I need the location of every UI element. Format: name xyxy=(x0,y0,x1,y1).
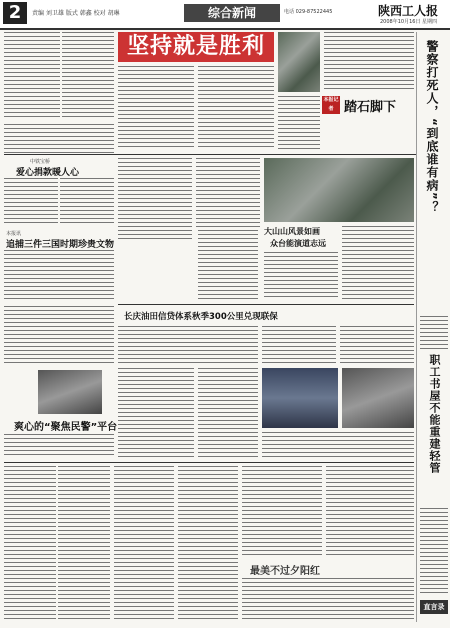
article-text-block xyxy=(62,32,114,120)
article-text-block xyxy=(60,178,114,226)
article-text-block xyxy=(4,124,114,154)
article-text-block xyxy=(4,178,58,226)
article-text-block xyxy=(324,32,414,90)
page-header xyxy=(0,0,450,30)
flood-subheadline: 众台能演道志远 xyxy=(270,239,326,248)
article-text-block xyxy=(420,508,448,596)
section-divider xyxy=(118,304,414,305)
article-text-block xyxy=(198,66,274,150)
article-text-block xyxy=(342,226,414,300)
pursuit-headline: 追捕三件三国时期珍贵文物 xyxy=(6,240,115,250)
bridge-headline: 踏石脚下 xyxy=(344,100,397,115)
article-text-block xyxy=(58,466,110,622)
bottom-headline: 最美不过夕阳红 xyxy=(250,566,320,577)
article-text-block xyxy=(4,306,114,366)
article-text-block xyxy=(4,250,114,302)
pursuit-kicker: 本报讯 xyxy=(6,231,22,237)
news-photo xyxy=(342,368,414,428)
main-headline: 坚持就是胜利 xyxy=(118,32,274,62)
warm-headline: 爱心捐款暖人心 xyxy=(16,168,80,178)
article-text-block xyxy=(198,230,258,300)
right-headline-2: 职工书屋不能重建轻管 xyxy=(428,354,441,474)
article-text-block xyxy=(178,466,238,622)
article-text-block xyxy=(262,432,414,458)
article-text-block xyxy=(262,326,336,364)
article-text-block xyxy=(242,466,322,556)
article-text-block xyxy=(118,158,192,242)
news-photo xyxy=(264,158,414,222)
article-text-block xyxy=(4,434,114,458)
section-title: 综合新闻 xyxy=(184,4,280,22)
issue-date: 2008年10月16日 星期四 xyxy=(380,19,438,25)
column-rule xyxy=(416,32,417,622)
article-text-block xyxy=(242,578,414,622)
flood-headline: 大山山风景如画 xyxy=(264,227,320,236)
article-text-block xyxy=(4,466,56,622)
contact-info: 电话 029-87522445 xyxy=(284,9,333,15)
article-text-block xyxy=(340,326,414,364)
article-text-block xyxy=(118,368,194,458)
article-text-block xyxy=(4,32,60,120)
warm-kicker: 中铁宝桥 xyxy=(30,159,51,165)
article-text-block xyxy=(326,466,414,556)
police-headline: 爽心的“聚焦民警”平台 xyxy=(14,422,118,433)
article-text-block xyxy=(118,66,194,150)
article-text-block xyxy=(114,466,174,622)
page-number: 2 xyxy=(3,2,27,24)
news-photo xyxy=(262,368,338,428)
newspaper-logo: 陕西工人报 xyxy=(378,4,439,18)
right-headline: 警察打死人，“到底谁有病”？ xyxy=(425,40,439,214)
article-text-block xyxy=(278,96,320,150)
article-text-block xyxy=(118,326,258,364)
section-divider xyxy=(4,462,414,463)
oilfield-headline: 长庆油田信贷体系秋季300公里兑现联保 xyxy=(124,312,278,322)
article-text-block xyxy=(264,252,338,300)
reporter-badge: 本报记者 xyxy=(323,97,339,112)
section-divider xyxy=(4,154,416,155)
editor-credits: 责编 刘卫雄 版式 韩鑫 校对 胡琳 xyxy=(32,10,120,17)
news-photo xyxy=(278,32,320,92)
column-badge: 直言录 xyxy=(420,600,448,614)
article-text-block xyxy=(196,158,260,228)
article-text-block xyxy=(420,316,448,350)
news-photo xyxy=(38,370,102,414)
article-text-block xyxy=(198,368,258,458)
